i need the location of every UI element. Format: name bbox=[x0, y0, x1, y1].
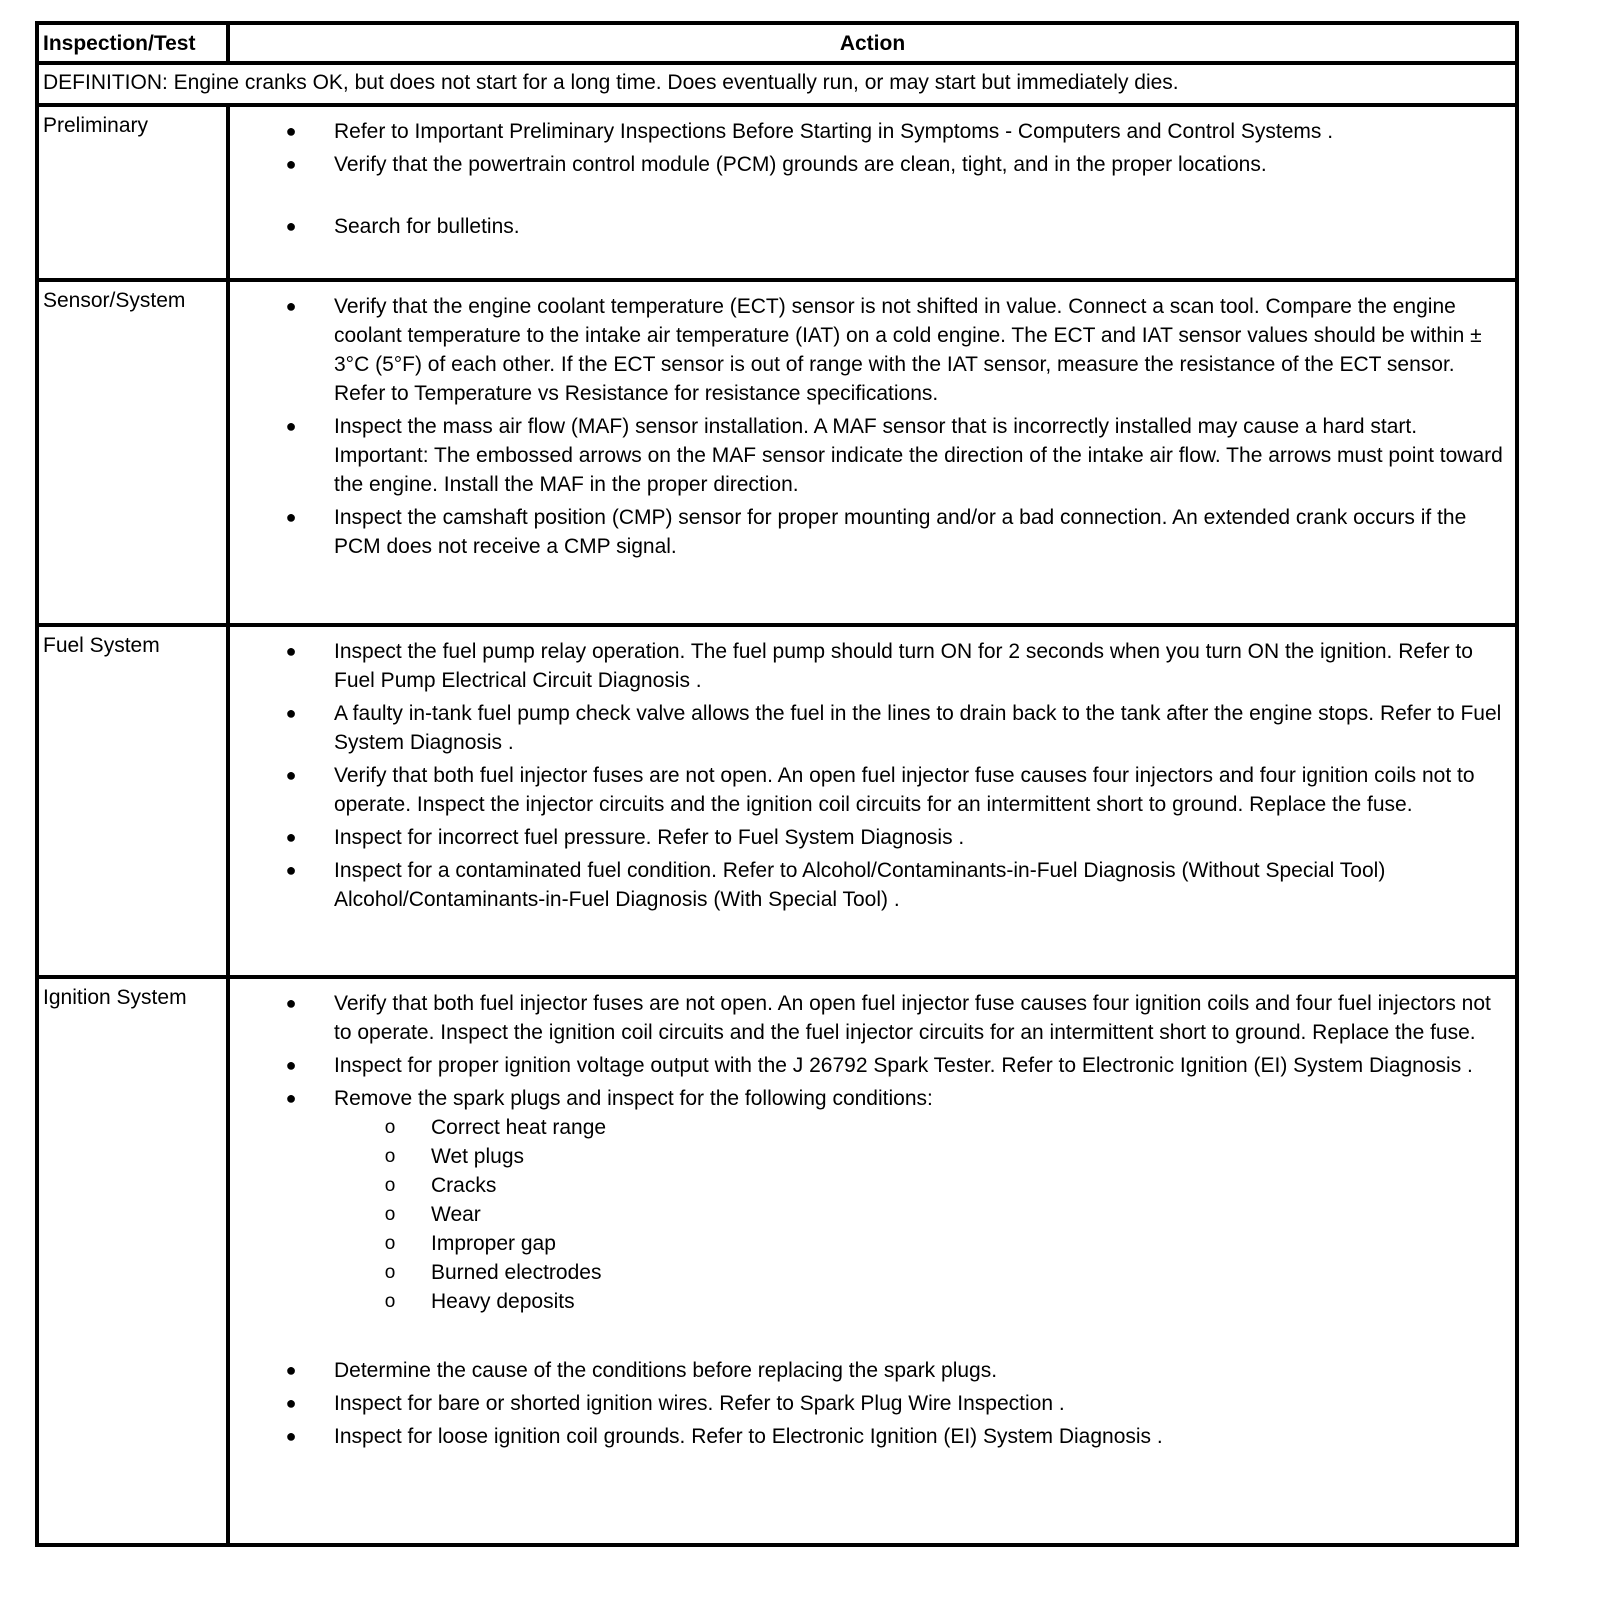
action-text: Determine the cause of the conditions before replacing the spark plugs. bbox=[334, 1359, 998, 1382]
list-item bbox=[230, 1389, 1509, 1418]
definition-row bbox=[37, 63, 1517, 105]
list-item bbox=[230, 699, 1509, 757]
action-text: Remove the spark plugs and inspect for the following conditions: bbox=[334, 1087, 933, 1110]
action-text: Inspect for a contaminated fuel condition. Refer to Alcohol/Contaminants-in-Fuel Diagnosis (Without Special Tool) Alcohol/Contaminants-in-Fuel Diagnosis (With Special Tool) . bbox=[334, 859, 1386, 911]
section-actions bbox=[228, 977, 1517, 1545]
action-text: Inspect the fuel pump relay operation. The fuel pump should turn ON for 2 seconds when you turn ON the ignition. Refer to Fuel Pump Electrical Circuit Diagnosis . bbox=[334, 640, 1473, 692]
action-text: Inspect for loose ignition coil grounds. Refer to Electronic Ignition (EI) System Diagnosis . bbox=[334, 1425, 1163, 1448]
list-item bbox=[230, 856, 1509, 914]
sub-bullet-icon: o bbox=[384, 1175, 396, 1196]
list-item bbox=[230, 150, 1509, 179]
action-text: A faulty in-tank fuel pump check valve allows the fuel in the lines to drain back to the tank after the engine stops. Refer to Fuel System Diagnosis . bbox=[334, 702, 1502, 754]
sub-bullet-icon: o bbox=[384, 1262, 396, 1283]
bullet-icon: ● bbox=[285, 507, 297, 527]
bullet-icon: ● bbox=[285, 154, 297, 174]
action-text: Inspect the camshaft position (CMP) sensor for proper mounting and/or a bad connection. An extended crank occurs if the PCM does not receive a CMP signal. bbox=[334, 506, 1467, 558]
action-text: Inspect for bare or shorted ignition wires. Refer to Spark Plug Wire Inspection . bbox=[334, 1392, 1065, 1415]
list-item bbox=[334, 1229, 1509, 1258]
bullet-icon: ● bbox=[285, 1393, 297, 1413]
bullet-icon: ● bbox=[285, 1055, 297, 1075]
list-item bbox=[230, 637, 1509, 695]
condition-text: Burned electrodes bbox=[431, 1261, 602, 1284]
condition-text: Improper gap bbox=[431, 1232, 556, 1255]
bullet-icon: ● bbox=[285, 121, 297, 141]
section-actions bbox=[228, 280, 1517, 625]
condition-text: Heavy deposits bbox=[431, 1290, 575, 1313]
bullet-icon: ● bbox=[285, 416, 297, 436]
bullet-icon: ● bbox=[285, 1426, 297, 1446]
list-item bbox=[334, 1142, 1509, 1171]
condition-text: Wet plugs bbox=[431, 1145, 524, 1168]
bullet-icon: ● bbox=[285, 860, 297, 880]
action-text: Verify that the powertrain control module (PCM) grounds are clean, tight, and in the proper locations. bbox=[334, 153, 1267, 176]
action-text: Verify that both fuel injector fuses are not open. An open fuel injector fuse causes four ignition coils and four fuel injectors not to operate. Inspect the ignition coil circuits and the fuel injector circuits for an intermittent short to ground. Replace the fuse. bbox=[334, 992, 1491, 1044]
list-item bbox=[334, 1200, 1509, 1229]
table-row-ignition-system bbox=[37, 977, 1517, 1545]
action-text: Verify that the engine coolant temperature (ECT) sensor is not shifted in value. Connect a scan tool. Compare the engine coolant temperature to the intake air temperature (IAT) on a cold engine. The ECT and IAT sensor values should be within ± 3°C (5°F) of each other. If the ECT sensor is out of range with the IAT sensor, measure the resistance of the ECT sensor. Refer to Temperature vs Resistance for resistance specifications. bbox=[334, 295, 1482, 405]
bullet-icon: ● bbox=[285, 1088, 297, 1108]
action-text: Inspect for incorrect fuel pressure. Refer to Fuel System Diagnosis . bbox=[334, 826, 965, 849]
sub-bullet-icon: o bbox=[384, 1291, 396, 1312]
list-item bbox=[230, 1422, 1509, 1451]
action-list bbox=[230, 292, 1509, 561]
section-name: Ignition System bbox=[37, 977, 228, 1545]
bullet-icon: ● bbox=[285, 993, 297, 1013]
section-actions bbox=[228, 105, 1517, 280]
list-item bbox=[230, 212, 1509, 241]
action-list bbox=[230, 117, 1509, 241]
table-row-fuel-system bbox=[37, 625, 1517, 977]
action-list bbox=[230, 989, 1509, 1451]
table-row-preliminary bbox=[37, 105, 1517, 280]
section-actions bbox=[228, 625, 1517, 977]
list-item bbox=[334, 1171, 1509, 1200]
action-text: Inspect the mass air flow (MAF) sensor installation. A MAF sensor that is incorrectly installed may cause a hard start. Important: The embossed arrows on the MAF sensor indicate the direction of the intake air flow. The arrows must point toward the engine. Install the MAF in the proper direction. bbox=[334, 415, 1503, 496]
sub-bullet-icon: o bbox=[384, 1146, 396, 1167]
list-item bbox=[230, 117, 1509, 146]
action-text: Inspect for proper ignition voltage output with the J 26792 Spark Tester. Refer to Electronic Ignition (EI) System Diagnosis . bbox=[334, 1054, 1473, 1077]
section-name: Fuel System bbox=[37, 625, 228, 977]
definition-text: DEFINITION: Engine cranks OK, but does not start for a long time. Does eventually run, or may start but immediately dies. bbox=[37, 63, 1517, 105]
list-item bbox=[334, 1287, 1509, 1316]
action-text: Refer to Important Preliminary Inspections Before Starting in Symptoms - Computers and Control Systems . bbox=[334, 120, 1334, 143]
table-row-sensor-system bbox=[37, 280, 1517, 625]
section-name: Preliminary bbox=[37, 105, 228, 280]
diagnostic-table bbox=[35, 21, 1519, 1547]
bullet-icon: ● bbox=[285, 216, 297, 236]
sub-bullet-icon: o bbox=[384, 1204, 396, 1225]
spark-plug-conditions-list bbox=[334, 1113, 1509, 1316]
condition-text: Wear bbox=[431, 1203, 481, 1226]
bullet-icon: ● bbox=[285, 296, 297, 316]
bullet-icon: ● bbox=[285, 827, 297, 847]
action-list bbox=[230, 637, 1509, 914]
list-item bbox=[230, 292, 1509, 408]
list-item bbox=[230, 1084, 1509, 1316]
list-item bbox=[334, 1258, 1509, 1287]
sub-bullet-icon: o bbox=[384, 1233, 396, 1254]
list-item bbox=[230, 1356, 1509, 1385]
action-text: Verify that both fuel injector fuses are not open. An open fuel injector fuse causes four injectors and four ignition coils not to operate. Inspect the injector circuits and the ignition coil circuits for an intermittent short to ground. Replace the fuse. bbox=[334, 764, 1475, 816]
list-item bbox=[230, 503, 1509, 561]
header-row bbox=[37, 23, 1517, 63]
bullet-icon: ● bbox=[285, 641, 297, 661]
section-name: Sensor/System bbox=[37, 280, 228, 625]
inspection-test-header: Inspection/Test bbox=[37, 23, 228, 63]
condition-text: Cracks bbox=[431, 1174, 497, 1197]
list-item bbox=[230, 761, 1509, 819]
list-item bbox=[230, 1051, 1509, 1080]
list-item bbox=[230, 412, 1509, 499]
bullet-icon: ● bbox=[285, 703, 297, 723]
list-item bbox=[334, 1113, 1509, 1142]
action-header: Action bbox=[228, 23, 1517, 63]
bullet-icon: ● bbox=[285, 1360, 297, 1380]
bullet-icon: ● bbox=[285, 765, 297, 785]
sub-bullet-icon: o bbox=[384, 1117, 396, 1138]
action-text: Search for bulletins. bbox=[334, 215, 520, 238]
list-item bbox=[230, 989, 1509, 1047]
list-item bbox=[230, 823, 1509, 852]
condition-text: Correct heat range bbox=[431, 1116, 607, 1139]
